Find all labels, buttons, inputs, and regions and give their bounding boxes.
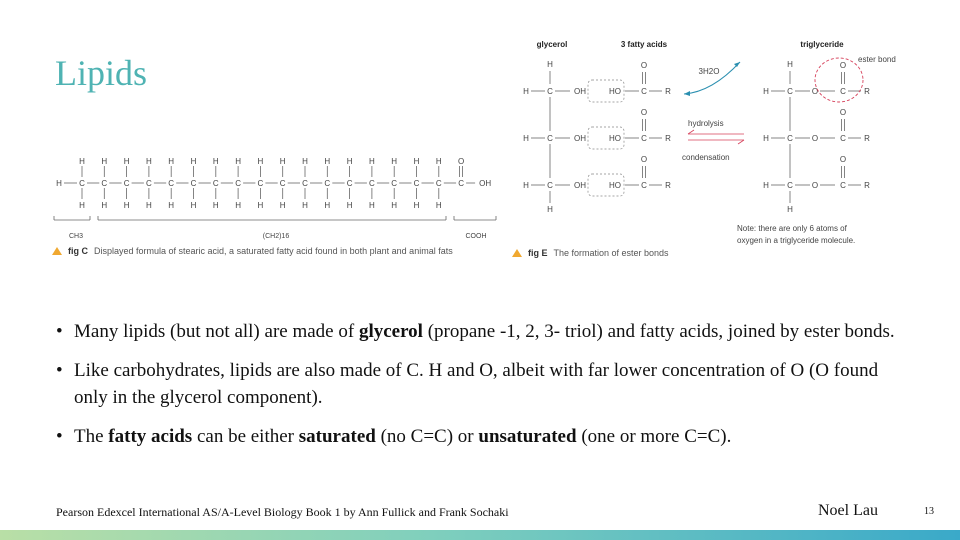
atom-c: C bbox=[257, 179, 264, 188]
atom-c: C bbox=[547, 134, 553, 143]
bullet-bold-text: fatty acids bbox=[108, 426, 193, 447]
bullet-bold-text: unsaturated bbox=[478, 426, 577, 447]
bullet-text: Like carbohydrates, lipids are also made of C. H and O, albeit with far lower concentration of O (O found only in the glycerol component). bbox=[74, 360, 879, 408]
atom-h: H bbox=[235, 157, 241, 166]
bullet-text: Many lipids (but not all) are made of bbox=[74, 321, 359, 342]
atom-h: H bbox=[787, 60, 793, 69]
ester-bond-label: ester bond bbox=[858, 55, 896, 64]
atom-c: C bbox=[346, 179, 353, 188]
caption-triangle-icon bbox=[52, 247, 62, 255]
condensation-label: condensation bbox=[682, 153, 730, 162]
atom-c: C bbox=[235, 179, 241, 188]
atom-h: H bbox=[346, 201, 353, 210]
atom-c: C bbox=[787, 87, 793, 96]
atom-c: C bbox=[547, 87, 553, 96]
atom-c: C bbox=[279, 179, 286, 188]
bullet-item bbox=[56, 318, 916, 345]
atom-r: R bbox=[864, 181, 870, 190]
atom-h: H bbox=[547, 205, 553, 214]
atom-c: C bbox=[369, 179, 375, 188]
atom-h: H bbox=[168, 157, 175, 166]
fig-c-label: fig C bbox=[68, 246, 88, 256]
stearic-acid-structure bbox=[50, 150, 510, 245]
atom-o: O bbox=[839, 108, 847, 117]
fig-e-caption-text: The formation of ester bonds bbox=[553, 248, 669, 258]
atom-o: O bbox=[811, 87, 819, 96]
atom-h: H bbox=[324, 157, 331, 166]
bullet-text: can be either bbox=[192, 426, 299, 447]
bullet-bold-text: saturated bbox=[298, 426, 376, 447]
brace-label-cooh: COOH bbox=[465, 233, 487, 240]
bullet-dot: • bbox=[56, 360, 63, 381]
header-glycerol: glycerol bbox=[536, 40, 568, 49]
atom-ho: HO bbox=[609, 87, 621, 96]
atom-h: H bbox=[235, 201, 241, 210]
atom-r: R bbox=[864, 134, 870, 143]
atom-c: C bbox=[413, 179, 420, 188]
atom-h: H bbox=[101, 157, 108, 166]
atom-h: H bbox=[324, 201, 331, 210]
atom-h: H bbox=[212, 157, 219, 166]
atom-c: C bbox=[168, 179, 175, 188]
atom-h: H bbox=[523, 181, 529, 190]
atom-h: H bbox=[369, 201, 375, 210]
atom-h: H bbox=[391, 157, 398, 166]
atom-h: H bbox=[413, 201, 420, 210]
atom-h: H bbox=[763, 134, 769, 143]
atom-r: R bbox=[665, 87, 671, 96]
atom-c: C bbox=[641, 181, 647, 190]
atom-h: H bbox=[763, 87, 769, 96]
header-triglyceride: triglyceride bbox=[800, 40, 844, 49]
atom-c: C bbox=[641, 134, 647, 143]
ester-bond-formation-diagram bbox=[512, 34, 912, 249]
bullet-text: (one or more C=C). bbox=[576, 426, 732, 447]
author-name: Noel Lau bbox=[818, 502, 878, 519]
atom-h: H bbox=[435, 157, 442, 166]
atom-oh: OH bbox=[574, 134, 586, 143]
atom-r: R bbox=[665, 181, 671, 190]
bullet-text: The bbox=[74, 426, 109, 447]
atom-h: H bbox=[56, 179, 62, 188]
fig-c-caption-text: Displayed formula of stearic acid, a saturated fatty acid found in both plant and animal fats bbox=[94, 246, 453, 256]
atom-h: H bbox=[302, 201, 308, 210]
bullet-item bbox=[56, 357, 916, 411]
atom-h: H bbox=[302, 157, 308, 166]
atom-h: H bbox=[257, 201, 264, 210]
atom-h: H bbox=[123, 201, 130, 210]
atom-o: O bbox=[640, 108, 648, 117]
atom-h: H bbox=[547, 60, 553, 69]
atom-h: H bbox=[787, 205, 793, 214]
atom-c: C bbox=[101, 179, 108, 188]
atom-h: H bbox=[123, 157, 130, 166]
atom-h: H bbox=[391, 201, 398, 210]
atom-ho: HO bbox=[609, 181, 621, 190]
note-text: Note: there are only 6 atoms of bbox=[737, 224, 847, 233]
arrow-head-icon bbox=[734, 62, 740, 67]
caption-triangle-icon bbox=[512, 249, 522, 257]
atom-oh: OH bbox=[574, 87, 586, 96]
atom-h: H bbox=[523, 87, 529, 96]
atom-h: H bbox=[79, 157, 85, 166]
atom-c: C bbox=[840, 181, 846, 190]
bullet-text: (propane -1, 2, 3- triol) and fatty acids, joined by ester bonds. bbox=[422, 321, 895, 342]
header-fatty-acids: 3 fatty acids bbox=[620, 40, 668, 49]
atom-c: C bbox=[435, 179, 442, 188]
hydrolysis-label: hydrolysis bbox=[688, 119, 724, 128]
atom-h: H bbox=[346, 157, 353, 166]
note-text: oxygen in a triglyceride molecule. bbox=[737, 236, 856, 245]
atom-o: O bbox=[811, 134, 819, 143]
atom-oh: OH bbox=[479, 179, 492, 188]
atom-h: H bbox=[168, 201, 175, 210]
page-number: 13 bbox=[924, 506, 934, 517]
atom-c: C bbox=[840, 134, 846, 143]
atom-c: C bbox=[324, 179, 331, 188]
atom-r: R bbox=[665, 134, 671, 143]
atom-o: O bbox=[811, 181, 819, 190]
fig-c-caption bbox=[52, 246, 453, 256]
atom-h: H bbox=[279, 157, 286, 166]
condensation-arrow bbox=[738, 140, 744, 144]
atom-h: H bbox=[763, 181, 769, 190]
atom-o: O bbox=[839, 61, 847, 70]
brace-label-ch2: (CH2)16 bbox=[262, 233, 290, 240]
atom-c: C bbox=[547, 181, 553, 190]
reference-footer: Pearson Edexcel International AS/A-Level Biology Book 1 by Ann Fullick and Frank Sochaki bbox=[56, 505, 509, 519]
atom-h: H bbox=[190, 201, 197, 210]
atom-c: C bbox=[302, 179, 308, 188]
atom-ho: HO bbox=[609, 134, 621, 143]
atom-h: H bbox=[146, 157, 152, 166]
hydrolysis-arrow bbox=[688, 130, 694, 134]
brace-label-ch3: CH3 bbox=[68, 233, 84, 240]
bullet-list bbox=[56, 318, 916, 462]
atom-r: R bbox=[864, 87, 870, 96]
atom-c: C bbox=[146, 179, 152, 188]
atom-h: H bbox=[279, 201, 286, 210]
bullet-item bbox=[56, 423, 916, 450]
atom-h: H bbox=[413, 157, 420, 166]
atom-c: C bbox=[641, 87, 647, 96]
bullet-bold-text: glycerol bbox=[358, 321, 423, 342]
atom-o: O bbox=[457, 157, 465, 166]
bullet-dot: • bbox=[56, 321, 63, 342]
atom-c: C bbox=[787, 181, 793, 190]
atom-h: H bbox=[101, 201, 108, 210]
bullet-text: (no C=C) or bbox=[375, 426, 479, 447]
atom-h: H bbox=[190, 157, 197, 166]
atom-c: C bbox=[391, 179, 398, 188]
atom-o: O bbox=[640, 155, 648, 164]
fig-e-label: fig E bbox=[528, 248, 548, 258]
atom-h: H bbox=[523, 134, 529, 143]
atom-h: H bbox=[369, 157, 375, 166]
atom-c: C bbox=[787, 134, 793, 143]
atom-c: C bbox=[123, 179, 130, 188]
slide-title: Lipids bbox=[55, 53, 148, 93]
atom-h: H bbox=[435, 201, 442, 210]
bottom-gradient-bar bbox=[0, 530, 960, 540]
atom-o: O bbox=[640, 61, 648, 70]
atom-oh: OH bbox=[574, 181, 586, 190]
atom-h: H bbox=[212, 201, 219, 210]
atom-c: C bbox=[79, 179, 85, 188]
atom-h: H bbox=[146, 201, 152, 210]
bullet-dot: • bbox=[56, 426, 63, 447]
atom-c: C bbox=[840, 87, 846, 96]
atom-c: C bbox=[458, 179, 464, 188]
atom-c: C bbox=[212, 179, 219, 188]
atom-h: H bbox=[257, 157, 264, 166]
atom-h: H bbox=[79, 201, 85, 210]
fig-e-caption bbox=[512, 248, 669, 258]
water-label: 3H2O bbox=[698, 67, 720, 76]
atom-c: C bbox=[190, 179, 197, 188]
atom-o: O bbox=[839, 155, 847, 164]
